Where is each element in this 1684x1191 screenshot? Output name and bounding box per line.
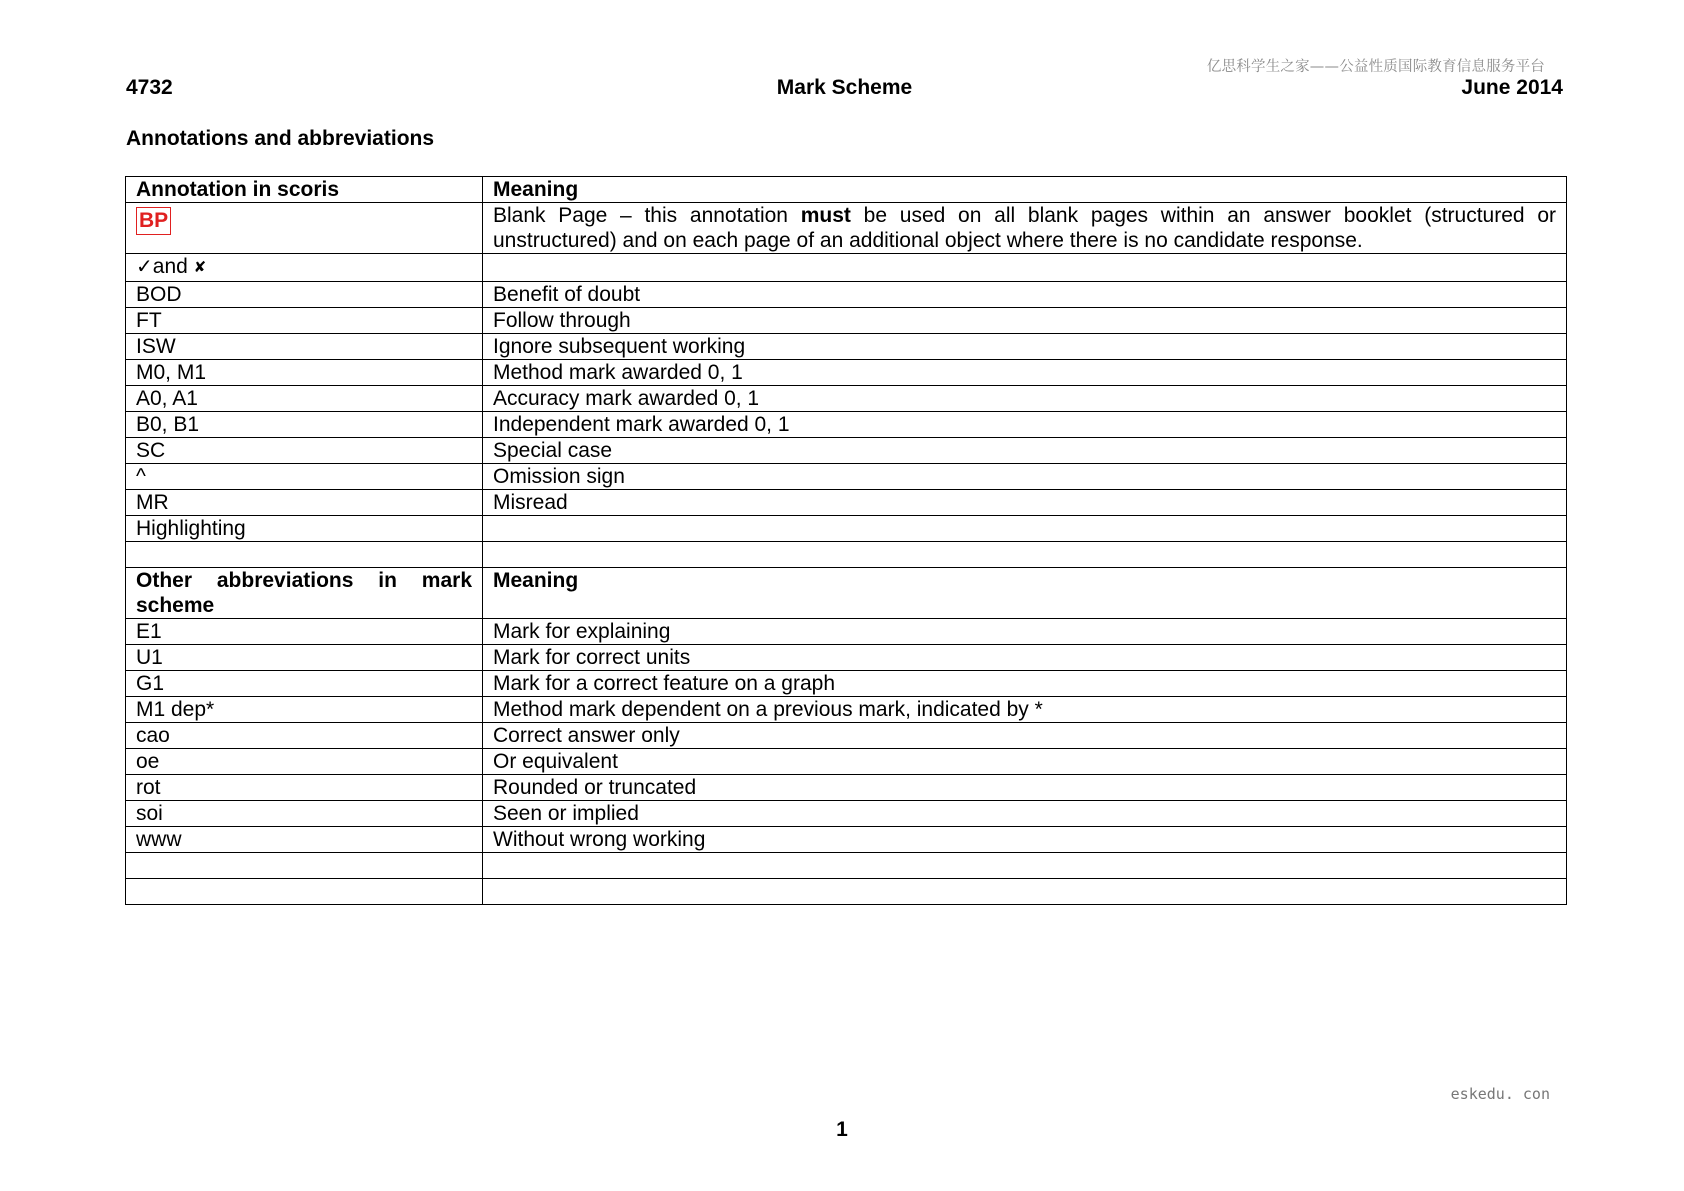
table-row [126,619,1567,645]
code-cell: www [126,827,483,853]
meaning-cell: Meaning [483,568,1567,619]
meaning-cell [483,879,1567,905]
code-cell: SC [126,438,483,464]
table-row [126,827,1567,853]
meaning-cell [483,542,1567,568]
code-cell: BOD [126,282,483,308]
table-row [126,671,1567,697]
table-row [126,360,1567,386]
watermark-bottom: eskedu. con [1450,1085,1550,1103]
table-row [126,775,1567,801]
meaning-cell: Mark for a correct feature on a graph [483,671,1567,697]
code-cell: FT [126,308,483,334]
table-row [126,386,1567,412]
code-cell: Other abbreviations in mark scheme [126,568,483,619]
header-meaning: Meaning [483,177,1567,203]
meaning-cell: Method mark dependent on a previous mark, indicated by * [483,697,1567,723]
meaning-cell: Follow through [483,308,1567,334]
meaning-cell: Rounded or truncated [483,775,1567,801]
paper-code: 4732 [126,76,173,99]
table-row [126,308,1567,334]
table-row-bp [126,203,1567,254]
tick-cross-cell [126,254,483,282]
meaning-cell [483,853,1567,879]
watermark-top: 亿思科学生之家——公益性质国际教育信息服务平台 [1206,59,1545,75]
meaning-cell [483,516,1567,542]
code-cell: U1 [126,645,483,671]
blank-page-icon: BP [136,207,171,235]
code-cell: oe [126,749,483,775]
table-row [126,282,1567,308]
meaning-cell: Method mark awarded 0, 1 [483,360,1567,386]
page-header [126,76,1563,102]
empty-row [126,853,1567,879]
empty-row [126,879,1567,905]
code-cell: A0, A1 [126,386,483,412]
empty-row [126,542,1567,568]
table-row [126,438,1567,464]
meaning-cell: Mark for correct units [483,645,1567,671]
bp-meaning-post: be used on all blank pages within an answer booklet (structured or unstructured) and on each page of an additional object where there is no candidate response. [493,204,1556,252]
code-cell: Highlighting [126,516,483,542]
bp-meaning-bold: must [800,204,851,227]
meaning-cell: Accuracy mark awarded 0, 1 [483,386,1567,412]
annotations-table [125,176,1567,905]
meaning-cell: Ignore subsequent working [483,334,1567,360]
bp-meaning-pre: Blank Page – this annotation [493,204,801,227]
table-row [126,749,1567,775]
tick-icon: ✓ [136,254,153,278]
meaning-cell: Independent mark awarded 0, 1 [483,412,1567,438]
code-cell: M0, M1 [126,360,483,386]
code-cell [126,542,483,568]
meaning-cell: Benefit of doubt [483,282,1567,308]
code-cell: M1 dep* [126,697,483,723]
tick-cross-meaning [483,254,1567,282]
meaning-cell: Omission sign [483,464,1567,490]
table-row-tick-cross [126,254,1567,282]
meaning-cell: Special case [483,438,1567,464]
section-title: Annotations and abbreviations [126,127,435,150]
table-row [126,645,1567,671]
table-row [126,334,1567,360]
table-row [126,697,1567,723]
meaning-cell: Misread [483,490,1567,516]
code-cell: ISW [126,334,483,360]
header-annotation: Annotation in scoris [126,177,483,203]
code-cell: soi [126,801,483,827]
table-row [126,516,1567,542]
table-row [126,464,1567,490]
meaning-cell: Or equivalent [483,749,1567,775]
code-cell: B0, B1 [126,412,483,438]
table-row [126,801,1567,827]
tick-cross-and: and [152,255,188,278]
bp-meaning [483,203,1567,254]
code-cell: MR [126,490,483,516]
table-row [126,723,1567,749]
document-title: Mark Scheme [776,76,913,99]
code-cell [126,853,483,879]
code-cell: rot [126,775,483,801]
meaning-cell: Correct answer only [483,723,1567,749]
page-number: 1 [836,1118,848,1141]
table2-header-row [126,568,1567,619]
code-cell: ^ [126,464,483,490]
table-row [126,412,1567,438]
table-row [126,490,1567,516]
meaning-cell: Mark for explaining [483,619,1567,645]
table-header-row [126,177,1567,203]
exam-date: June 2014 [1461,76,1563,99]
code-cell: cao [126,723,483,749]
code-cell [126,879,483,905]
cross-icon: ✘ [193,258,207,276]
code-cell: E1 [126,619,483,645]
code-cell: G1 [126,671,483,697]
meaning-cell: Seen or implied [483,801,1567,827]
meaning-cell: Without wrong working [483,827,1567,853]
bp-cell [126,203,483,254]
